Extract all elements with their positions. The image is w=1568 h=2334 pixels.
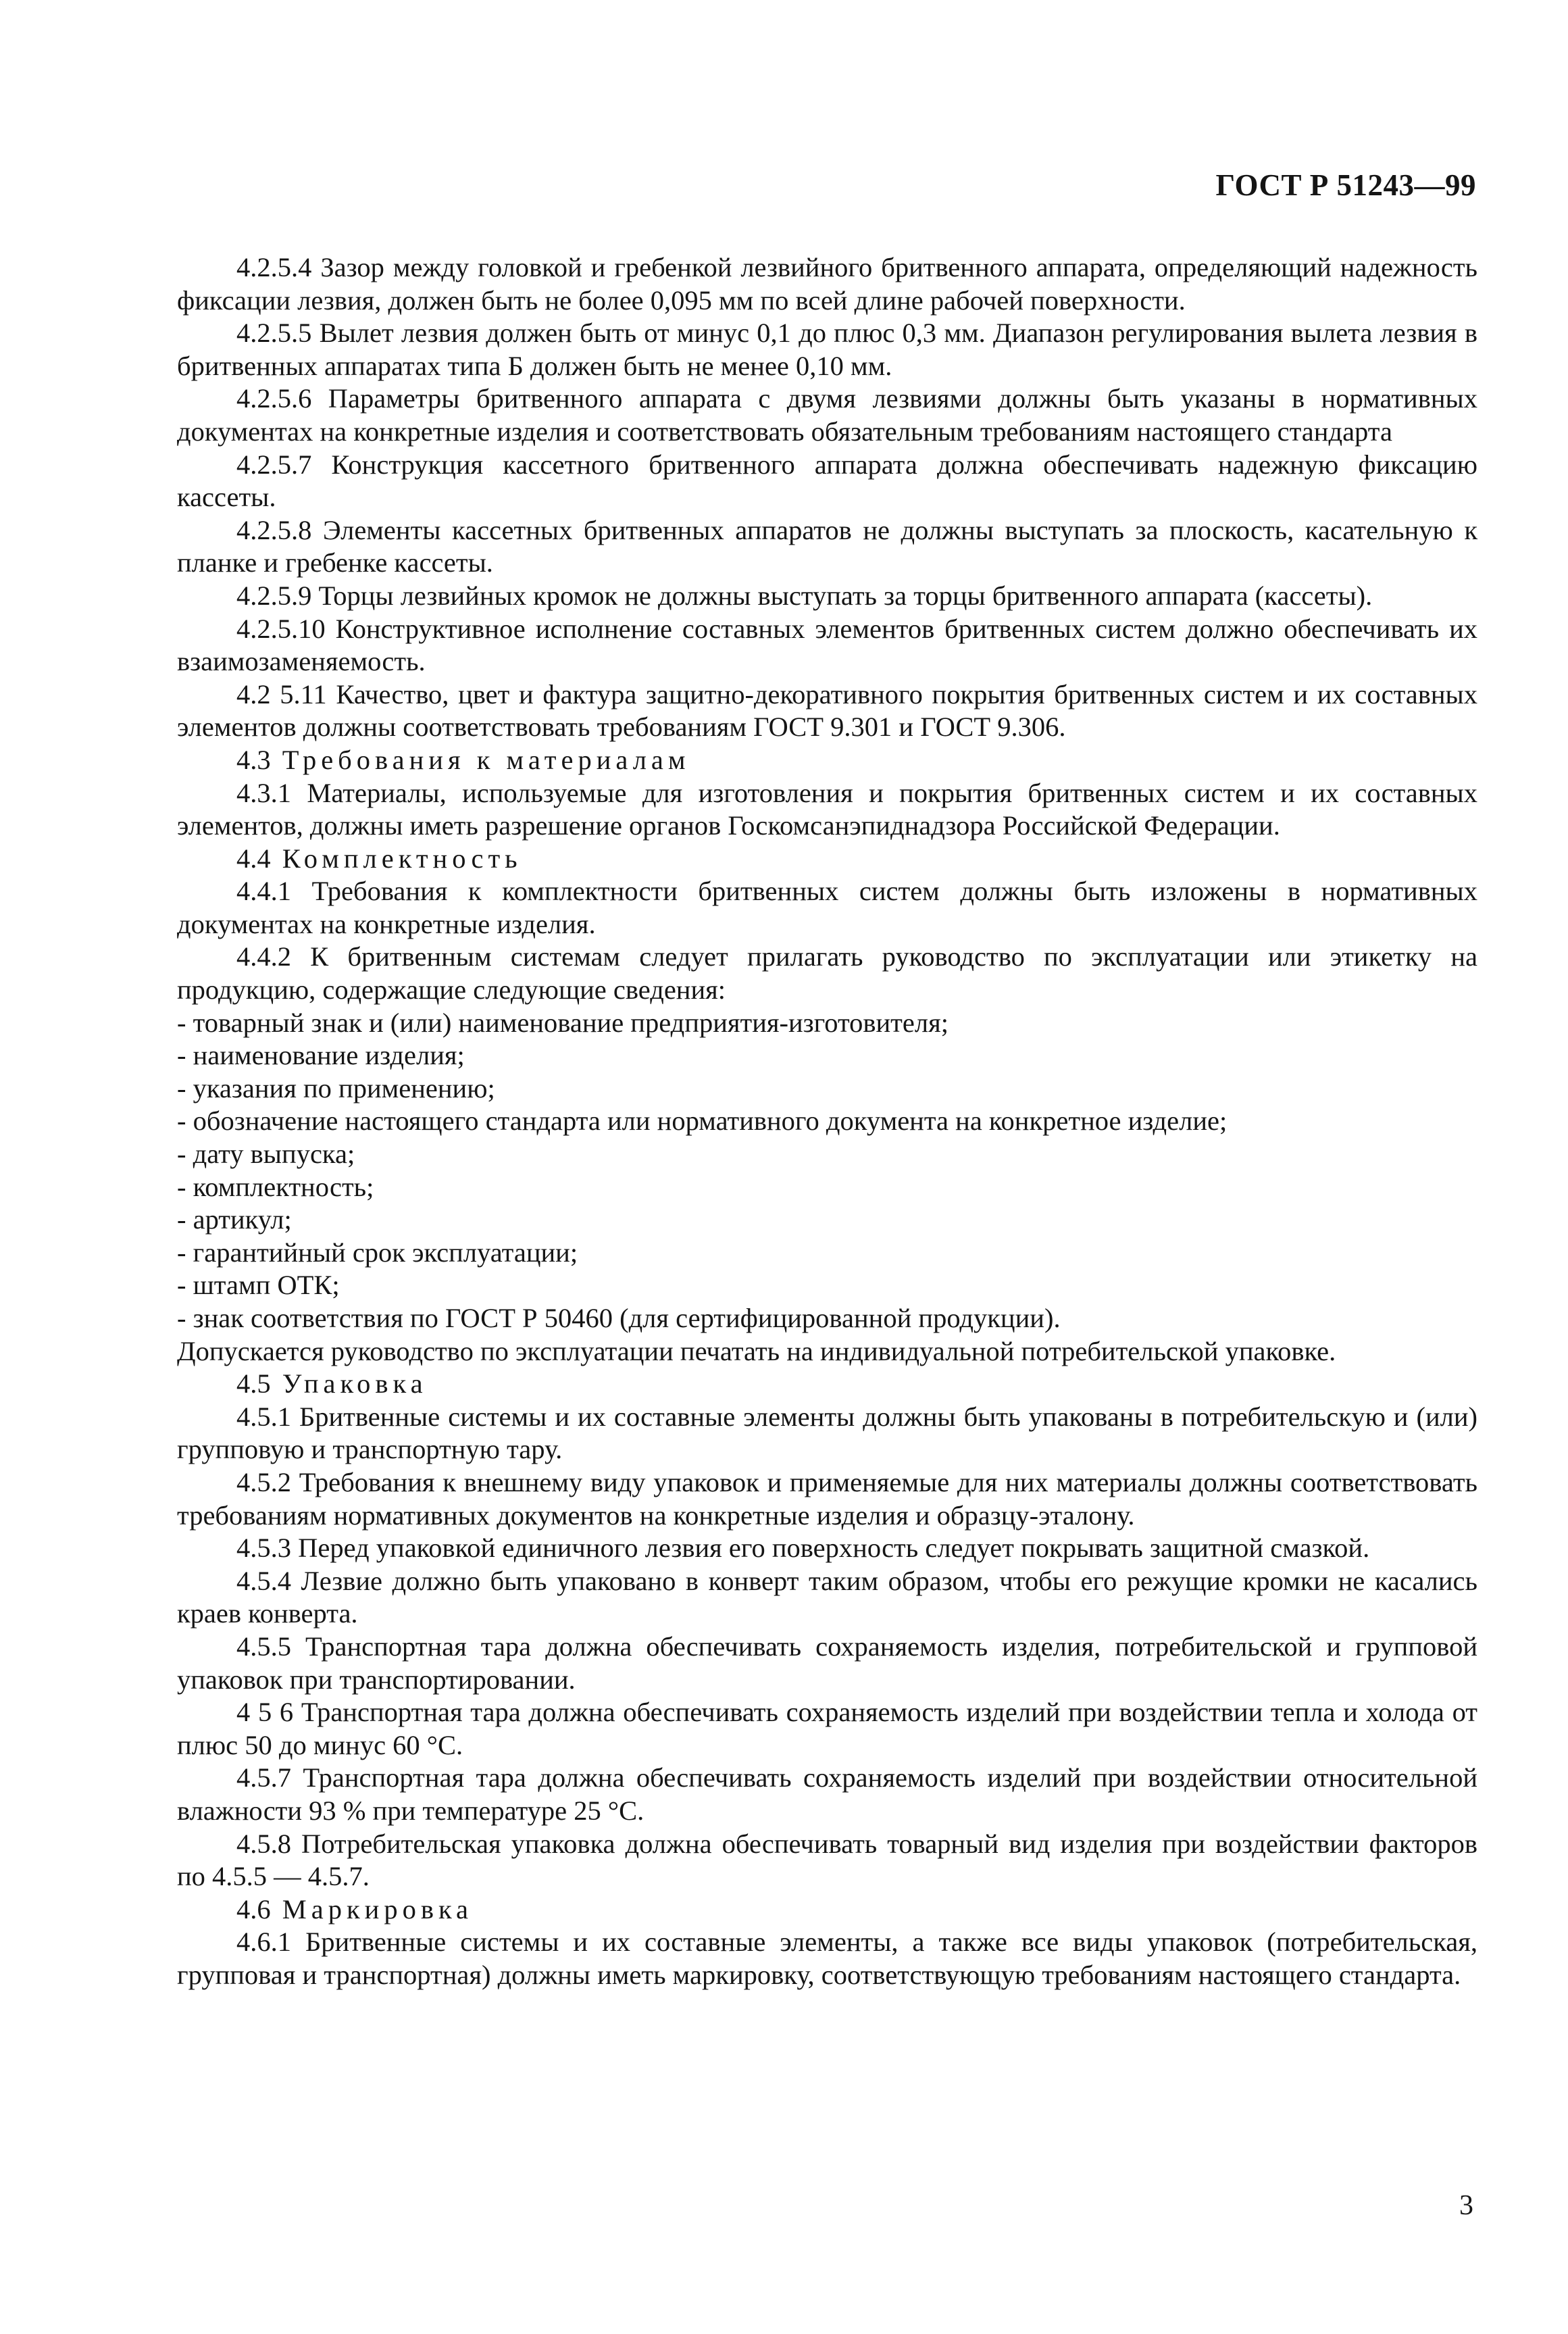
list-item: - гарантийный срок эксплуатации;: [177, 1237, 578, 1268]
list-item: - штамп ОТК;: [177, 1270, 340, 1301]
paragraph-4-2-5-10: 4.2.5.10 Конструктивное исполнение составных элементов бритвенных систем должно обеспечивать их взаимозаменяемость.: [177, 613, 1477, 677]
list-item: - артикул;: [177, 1204, 292, 1235]
list-item: - знак соответствия по ГОСТ Р 50460 (для сертифицированной продукции).: [177, 1303, 1061, 1333]
section-heading-completeness: [177, 843, 1477, 876]
section-title: Маркировка: [282, 1893, 473, 1925]
paragraph-4-5-2: 4.5.2 Требования к внешнему виду упаковок и применяемые для них материалы должны соответствовать требованиям нормативных документов на конкретные изделия и образцу-эталону.: [177, 1466, 1477, 1531]
paragraph-4-5-4: 4.5.4 Лезвие должно быть упаковано в конверт таким образом, чтобы его режущие кромки не касались краев конверта.: [177, 1565, 1477, 1629]
paragraph-4-2-5-8: 4.2.5.8 Элементы кассетных бритвенных аппаратов не должны выступать за плоскость, касательную к планке и гребенке кассеты.: [177, 514, 1477, 578]
paragraph-4-5-5: 4.5.5 Транспортная тара должна обеспечивать сохраняемость изделия, потребительской и групповой упаковок при транспортировании.: [177, 1631, 1477, 1695]
paragraph-4-5-1: 4.5.1 Бритвенные системы и их составные элементы должны быть упакованы в потребительскую и (или) групповую и транспортную тару.: [177, 1401, 1477, 1465]
section-number: 4.3: [236, 744, 271, 775]
section-title: Требования к материалам: [282, 744, 690, 775]
page-number: 3: [1459, 2190, 1473, 2221]
list-item: - дату выпуска;: [177, 1139, 355, 1170]
standard-code-header: ГОСТ Р 51243—99: [1215, 168, 1476, 202]
paragraph-4-5-3: 4.5.3 Перед упаковкой единичного лезвия его поверхность следует покрывать защитной смазкой.: [236, 1533, 1370, 1564]
document-body: [177, 251, 1477, 1991]
list-item: - обозначение настоящего стандарта или нормативного документа на конкретное изделие;: [177, 1106, 1228, 1137]
paragraph-4-2-5-5: 4.2.5.5 Вылет лезвия должен быть от минус 0,1 до плюс 0,3 мм. Диапазон регулирования вылета лезвия в бритвенных аппаратах типа Б должен быть не менее 0,10 мм.: [177, 318, 1477, 381]
paragraph-4-4-2: 4.4.2 К бритвенным системам следует прилагать руководство по эксплуатации или этикетку на продукцию, содержащие следующие сведения:: [177, 941, 1477, 1005]
list-item: - указания по применению;: [177, 1072, 495, 1103]
section-heading-packaging: [177, 1368, 1477, 1401]
paragraph-manual-on-packaging: Допускается руководство по эксплуатации печатать на индивидуальной потребительской упаковке.: [177, 1335, 1336, 1366]
section-heading-materials: [177, 744, 1477, 777]
paragraph-4-2-5-7: 4.2.5.7 Конструкция кассетного бритвенного аппарата должна обеспечивать надежную фиксацию кассеты.: [177, 449, 1477, 513]
section-number: 4.4: [236, 843, 271, 874]
section-title: Комплектность: [282, 843, 522, 874]
paragraph-4-2-5-11: 4.2 5.11 Качество, цвет и фактура защитно-декоративного покрытия бритвенных систем и их составных элементов должны соответствовать требованиям ГОСТ 9.301 и ГОСТ 9.306.: [177, 678, 1477, 743]
paragraph-4-3-1: 4.3.1 Материалы, используемые для изготовления и покрытия бритвенных систем и их составных элементов, должны иметь разрешение органов Госкомсанэпиднадзора Российской Федерации.: [177, 777, 1477, 841]
paragraph-4-4-1: 4.4.1 Требования к комплектности бритвенных систем должны быть изложены в нормативных документах на конкретные изделия.: [177, 876, 1477, 939]
section-heading-marking: [177, 1893, 1477, 1927]
paragraph-4-2-5-9: 4.2.5.9 Торцы лезвийных кромок не должны выступать за торцы бритвенного аппарата (кассеты).: [236, 580, 1373, 611]
paragraph-4-5-6: 4 5 6 Транспортная тара должна обеспечивать сохраняемость изделий при воздействии тепла и холода от плюс 50 до минус 60 °С.: [177, 1697, 1477, 1760]
section-number: 4.5: [236, 1368, 271, 1399]
list-item: - наименование изделия;: [177, 1040, 465, 1071]
paragraph-4-2-5-6: 4.2.5.6 Параметры бритвенного аппарата с двумя лезвиями должны быть указаны в нормативных документах на конкретные изделия и соответствовать обязательным требованиям настоящего стандарта: [177, 383, 1477, 447]
paragraph-4-5-8: 4.5.8 Потребительская упаковка должна обеспечивать товарный вид изделия при воздействии факторов по 4.5.5 — 4.5.7.: [177, 1828, 1477, 1892]
section-number: 4.6: [236, 1893, 271, 1925]
paragraph-4-6-1: 4.6.1 Бритвенные системы и их составные элементы, а также все виды упаковок (потребительская, групповая и транспортная) должны иметь маркировку, соответствующую требованиям настоящего стандарта.: [177, 1927, 1477, 1990]
paragraph-4-2-5-4: 4.2.5.4 Зазор между головкой и гребенкой лезвийного бритвенного аппарата, определяющий надежность фиксации лезвия, должен быть не более 0,095 мм по всей длине рабочей поверхности.: [177, 252, 1477, 316]
paragraph-4-5-7: 4.5.7 Транспортная тара должна обеспечивать сохраняемость изделий при воздействии относительной влажности 93 % при температуре 25 °С.: [177, 1762, 1477, 1826]
section-title: Упаковка: [282, 1368, 428, 1399]
list-item: - товарный знак и (или) наименование предприятия-изготовителя;: [177, 1007, 949, 1038]
required-info-list: [177, 1007, 1477, 1335]
list-item: - комплектность;: [177, 1171, 374, 1202]
